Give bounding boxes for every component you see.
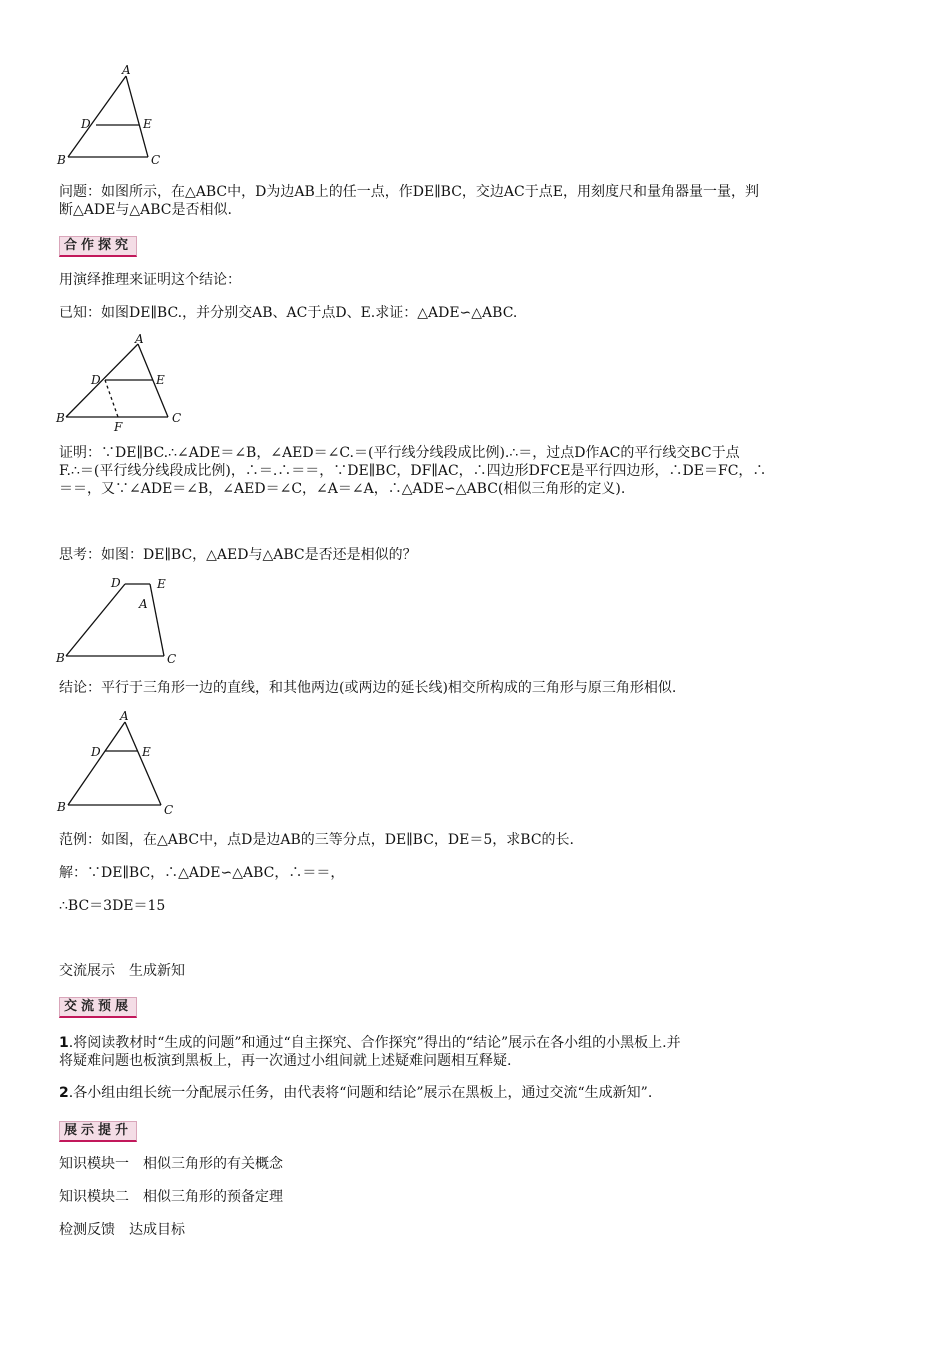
line-bd — [66, 584, 125, 656]
label-d: D — [91, 745, 101, 759]
solution-line-2: ∴BC＝3DE＝15 — [59, 898, 166, 914]
knowledge-module-2: 知识模块二 相似三角形的预备定理 — [59, 1189, 283, 1205]
figure-triangle-abc-2 — [55, 708, 185, 818]
label-b: B — [56, 651, 65, 665]
example-question: 范例：如图，在△ABC中，点D是边AB的三等分点，DE∥BC，DE＝5，求BC的长. — [59, 832, 574, 848]
segment-df-dashed — [105, 380, 118, 417]
item-2-text: .各小组由组长统一分配展示任务，由代表将“问题和结论”展示在黑板上，通过交流“生成新知”. — [68, 1085, 653, 1101]
given-statement: 已知：如图DE∥BC.，并分别交AB、AC于点D、E.求证：△ADE∽△ABC. — [59, 305, 518, 321]
think-question: 思考：如图：DE∥BC，△AED与△ABC是否还是相似的？ — [59, 547, 417, 563]
label-c: C — [167, 652, 177, 666]
label-a: A — [120, 709, 129, 723]
label-e: E — [142, 745, 151, 759]
label-a: A — [135, 332, 144, 346]
label-d: D — [91, 373, 101, 387]
item-2 — [59, 1085, 652, 1102]
conclusion: 结论：平行于三角形一边的直线，和其他两边(或两边的延长线)相交所构成的三角形与原三角形相似. — [59, 680, 677, 696]
figure-triangle-abc-parallelogram — [55, 334, 195, 434]
label-b: B — [56, 411, 65, 425]
figure-triangle-abc-extended — [55, 572, 185, 672]
label-d: D — [81, 117, 91, 131]
section-exchange: 交流展示 生成新知 — [59, 963, 185, 979]
deduction-intro: 用演绎推理来证明这个结论： — [59, 272, 241, 288]
problem-line-2: 断△ADE与△ABC是否相似. — [59, 202, 232, 218]
proof-line-1: 证明：∵DE∥BC.∴∠ADE＝∠B，∠AED＝∠C.＝(平行线分线段成比例).∴＝，过点D作AC的平行线交BC于点 — [59, 445, 740, 461]
proof-line-3: ＝＝，又∵∠ADE＝∠B，∠AED＝∠C，∠A＝∠A，∴△ADE∽△ABC(相似三角形的定义). — [59, 481, 626, 497]
side-ab — [68, 722, 125, 805]
banner-show: 展示提升 — [59, 1121, 137, 1142]
side-ab — [68, 76, 126, 157]
label-e: E — [143, 117, 152, 131]
figure-triangle-abc-1 — [55, 64, 175, 174]
banner-preview: 交流预展 — [59, 997, 137, 1018]
label-e: E — [156, 373, 165, 387]
label-a: A — [139, 597, 148, 611]
proof-line-2: F.∴＝(平行线分线段成比例)，∴＝.∴＝＝，∵DE∥BC，DF∥AC，∴四边形DFCE是平行四边形，∴DE＝FC，∴ — [59, 463, 767, 479]
label-f: F — [114, 420, 123, 434]
item-1-line-1 — [59, 1035, 681, 1052]
feedback-section: 检测反馈 达成目标 — [59, 1222, 185, 1238]
label-e: E — [157, 577, 166, 591]
item-1-line-2: 将疑难问题也板演到黑板上，再一次通过小组间就上述疑难问题相互释疑. — [59, 1053, 512, 1069]
banner-cooperate: 合作探究 — [59, 236, 137, 257]
label-d: D — [111, 576, 121, 590]
side-ac — [125, 722, 161, 805]
knowledge-module-1: 知识模块一 相似三角形的有关概念 — [59, 1156, 283, 1172]
label-c: C — [172, 411, 182, 425]
label-a: A — [122, 63, 131, 77]
item-1-text: .将阅读教材时“生成的问题”和通过“自主探究、合作探究”得出的“结论”展示在各小组的小黑板上.并 — [68, 1035, 681, 1051]
label-b: B — [57, 800, 66, 814]
label-c: C — [164, 803, 174, 817]
item-2-number: 2 — [59, 1085, 69, 1101]
solution-line-1: 解：∵DE∥BC，∴△ADE∽△ABC，∴＝＝， — [59, 865, 345, 881]
label-b: B — [57, 153, 66, 167]
label-c: C — [151, 153, 161, 167]
line-ce — [150, 584, 164, 656]
problem-line-1: 问题：如图所示，在△ABC中，D为边AB上的任一点，作DE∥BC，交边AC于点E，用刻度尺和量角器量一量，判 — [59, 184, 759, 200]
item-1-number: 1 — [59, 1035, 69, 1051]
